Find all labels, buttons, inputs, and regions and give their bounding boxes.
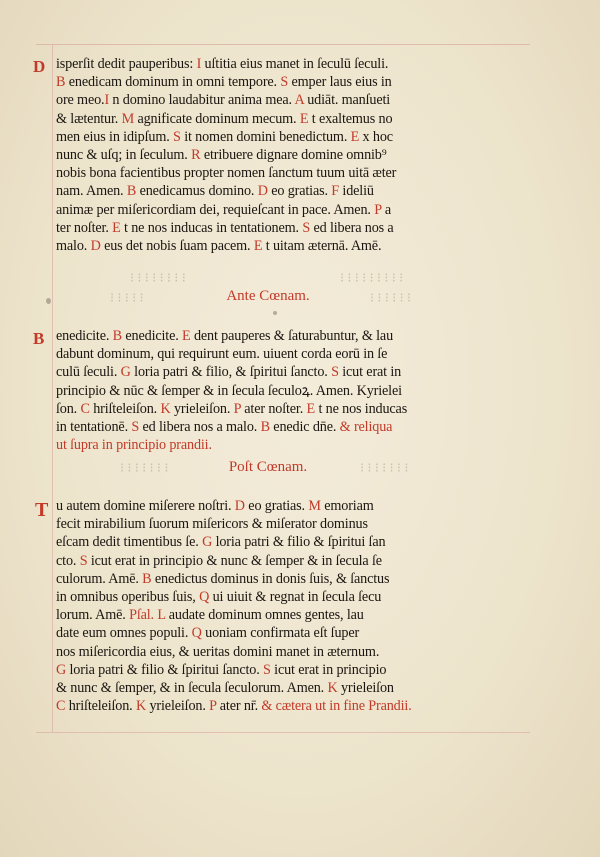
text-line: [56, 606, 480, 624]
rubric-text: Q: [191, 625, 202, 642]
text-line: [56, 588, 480, 606]
body-text: loria patri & filio & ſpiritui ſan: [212, 534, 386, 551]
section-heading-post-coenam: Poſt Cœnam.: [228, 459, 308, 475]
initial-letter: B: [33, 329, 45, 348]
body-text: enedicite.: [121, 328, 183, 344]
text-line: [56, 110, 480, 128]
body-text: ore meo.: [56, 92, 105, 109]
rubric-text: E: [299, 110, 309, 127]
text-line: [56, 643, 480, 661]
rubric-text: B: [126, 183, 137, 200]
body-text: & nunc & ſemper, & in ſecula ſeculorum. Amen.: [56, 679, 328, 696]
body-text: u autem domine miſerere noſtri.: [56, 498, 235, 514]
body-text: loria patri & filio, & ſpiritui ſancto.: [130, 364, 332, 381]
text-line: [56, 128, 480, 146]
rubric-text: P: [209, 698, 217, 715]
body-text: eſcam dedit timentibus ſe.: [56, 534, 203, 551]
body-text: hriſteleiſon.: [65, 698, 136, 715]
body-text: loria patri & filio & ſpiritui ſancto.: [66, 661, 264, 678]
body-text: t ne nos inducas: [315, 400, 408, 417]
body-text: nunc & uſq; in ſeculum.: [56, 146, 192, 163]
rubric-text: E: [306, 400, 316, 417]
body-text: malo.: [56, 237, 91, 254]
body-text: a: [381, 201, 391, 218]
body-text: uſtitia eius manet in ſeculū ſeculi.: [201, 56, 389, 72]
rubric-text: S: [280, 74, 289, 91]
body-text: nobis bona facientibus propter nomen ſanctum tuum uitā æter: [56, 165, 397, 182]
body-text: ideliū: [339, 183, 374, 200]
rubric-text: C: [80, 400, 90, 417]
text-line: [56, 146, 480, 164]
body-text: t ne nos inducas in tentationem.: [120, 219, 303, 236]
body-text: hriſteleiſon.: [89, 400, 161, 417]
text-block-grace: [56, 55, 480, 255]
body-text: uoniam confirmata eſt ſuper: [201, 625, 360, 642]
body-text: in omnibus operibus ſuis,: [56, 588, 200, 605]
text-block-ante-coenam: [56, 327, 480, 454]
body-text: yrieleiſon.: [170, 400, 234, 417]
body-text: it nomen domini benedictum.: [180, 128, 351, 145]
body-text: icut erat in: [338, 364, 402, 381]
bleed-through-text: ⁝ ⁝ ⁝ ⁝ ⁝ ⁝ ⁝ ⁝ ⁝: [340, 270, 404, 285]
text-line: [56, 515, 480, 533]
body-text: isperſit dedit pauperibus:: [56, 56, 197, 72]
text-line: [56, 400, 480, 418]
body-text: x hoc: [359, 128, 393, 145]
body-text: lorum. Amē.: [56, 607, 130, 624]
rubric-text: M: [308, 498, 321, 514]
rubric-text: K: [160, 400, 171, 417]
body-text: enedictus dominus in donis ſuis, & ſanctus: [151, 570, 390, 587]
ruled-line-bottom: [36, 732, 530, 733]
rubric-text: G: [120, 364, 131, 381]
rubric-text: F: [331, 183, 340, 200]
rubric-text: A: [294, 92, 304, 109]
body-text: date eum omnes populi.: [56, 625, 192, 642]
rubric-text: S: [131, 418, 140, 435]
body-text: in tentationē.: [56, 418, 132, 435]
body-text: yrieleiſon: [337, 679, 394, 696]
rubric-text: I: [104, 92, 110, 109]
text-line: [56, 533, 480, 551]
bleed-through-text: ⁝ ⁝ ⁝ ⁝ ⁝: [110, 290, 144, 305]
rubric-text: K: [327, 679, 338, 696]
body-text: ed libera nos a: [310, 219, 394, 236]
body-text: ſon.: [56, 400, 81, 417]
body-text: fecit mirabilium ſuorum miſericors & miſerator dominus: [56, 516, 368, 533]
rubric-text: L: [157, 607, 166, 624]
text-line: [56, 73, 480, 91]
rubric-text: G: [202, 534, 213, 551]
text-line: [56, 497, 480, 515]
rubric-text: I: [196, 56, 202, 72]
rubric-text: D: [234, 498, 245, 514]
ink-speck: [273, 311, 277, 315]
body-text: emoriam: [320, 498, 374, 514]
ruled-line-left: [52, 44, 53, 732]
rubric-text: S: [79, 552, 88, 569]
text-line: [56, 570, 480, 588]
rubric-text: B: [56, 74, 66, 91]
rubric-text: & cætera ut in fine Prandii.: [261, 698, 412, 715]
body-text: men eius in idipſum.: [56, 128, 174, 145]
bleed-through-text: ⁝ ⁝ ⁝ ⁝ ⁝ ⁝ ⁝: [120, 460, 169, 475]
rubric-text: S: [302, 219, 311, 236]
text-line: [56, 679, 480, 697]
text-line: [56, 661, 480, 679]
body-text: audate dominum omnes gentes, lau: [165, 607, 364, 624]
rubric-text: E: [253, 237, 263, 254]
body-text: ater noſter.: [240, 400, 307, 417]
body-text: cto.: [56, 552, 80, 569]
rubric-text: E: [350, 128, 360, 145]
body-text: nam. Amen.: [56, 183, 127, 200]
body-text: icut erat in principio & nunc & ſemper & in ſecula ſe: [87, 552, 382, 569]
rubric-text: Q: [199, 588, 210, 605]
body-text: eus det nobis ſuam pacem.: [100, 237, 254, 254]
rubric-text: K: [135, 698, 147, 715]
rubric-text: ut ſupra in principio prandii.: [56, 437, 212, 454]
body-text: t uitam æternā. Amē.: [262, 237, 382, 254]
bleed-through-text: ⁝ ⁝ ⁝ ⁝ ⁝ ⁝ ⁝ ⁝: [130, 270, 186, 285]
body-text: animæ per miſericordiam dei, requieſcant in pace. Amen.: [56, 201, 375, 218]
text-line: [56, 382, 480, 400]
text-line: [56, 219, 480, 237]
body-text: icut erat in principio: [270, 661, 387, 678]
initial-letter: D: [33, 57, 46, 76]
section-heading-ante-coenam: Ante Cœnam.: [226, 288, 310, 304]
body-text: yrieleiſon.: [146, 698, 210, 715]
rubric-text: E: [112, 219, 121, 236]
body-text: enedicite.: [56, 328, 113, 344]
rubric-text: B: [260, 418, 270, 435]
body-text: principio & nūc & ſemper & in ſecula ſeculoꝝ. Amen. Kyrielei: [56, 382, 402, 399]
text-line: [56, 201, 480, 219]
text-line: [56, 237, 480, 255]
rubric-text: P: [233, 400, 241, 417]
body-text: enedic dn̄e.: [269, 418, 340, 435]
ruled-line-top: [36, 44, 530, 45]
body-text: t exaltemus no: [308, 110, 393, 127]
rubric-text: M: [121, 110, 135, 127]
body-text: culū ſeculi.: [56, 364, 121, 381]
text-line: [56, 436, 480, 454]
text-line: [56, 697, 480, 715]
body-text: enedicam dominum in omni tempore.: [65, 74, 281, 91]
rubric-text: & reliqua: [339, 418, 393, 435]
bleed-through-text: ⁝ ⁝ ⁝ ⁝ ⁝ ⁝: [370, 290, 412, 305]
text-line: [56, 624, 480, 642]
text-line: [56, 418, 480, 436]
rubric-text: Pſal.: [129, 607, 158, 624]
rubric-text: R: [191, 146, 201, 163]
rubric-text: C: [56, 698, 66, 715]
body-text: culorum. Amē.: [56, 570, 143, 587]
rubric-text: S: [173, 128, 181, 145]
rubric-text: B: [112, 328, 122, 344]
body-text: ater nr̄.: [216, 698, 262, 715]
body-text: n domino laudabitur anima mea.: [109, 92, 295, 109]
body-text: agnificate dominum mecum.: [134, 110, 300, 127]
text-line: [56, 327, 480, 345]
body-text: enedicamus domino.: [136, 183, 258, 200]
text-line: [56, 182, 480, 200]
rubric-text: D: [90, 237, 101, 254]
initial-letter: T: [35, 499, 49, 521]
text-block-post-coenam: [56, 497, 480, 715]
body-text: dent pauperes & ſaturabuntur, & lau: [190, 328, 394, 344]
body-text: udiāt. manſueti: [303, 92, 391, 109]
text-line: [56, 164, 480, 182]
text-line: [56, 345, 480, 363]
rubric-text: B: [142, 570, 152, 587]
text-line: [56, 363, 480, 381]
rubric-text: S: [263, 661, 271, 678]
text-line: [56, 55, 480, 73]
body-text: etribuere dignare domine omnib⁹: [200, 146, 387, 163]
rubric-text: G: [56, 661, 67, 678]
body-text: ed libera nos a malo.: [139, 418, 261, 435]
body-text: emper laus eius in: [288, 74, 392, 91]
ink-speck: [46, 298, 51, 304]
body-text: ui uiuit & regnat in ſecula ſecu: [209, 588, 382, 605]
text-line: [56, 91, 480, 109]
rubric-text: D: [257, 183, 268, 200]
body-text: nos miſericordia eius, & ueritas domini manet in æternum.: [56, 643, 380, 660]
body-text: & lætentur.: [56, 110, 122, 127]
rubric-text: E: [182, 328, 191, 344]
rubric-text: S: [331, 364, 339, 381]
body-text: dabunt dominum, qui requirunt eum. uiuent corda eorū in ſe: [56, 346, 388, 363]
bleed-through-text: ⁝ ⁝ ⁝ ⁝ ⁝ ⁝ ⁝: [360, 460, 409, 475]
body-text: eo gratias.: [244, 498, 309, 514]
body-text: ter noſter.: [56, 219, 113, 236]
rubric-text: P: [374, 201, 382, 218]
text-line: [56, 552, 480, 570]
body-text: eo gratias.: [267, 183, 332, 200]
